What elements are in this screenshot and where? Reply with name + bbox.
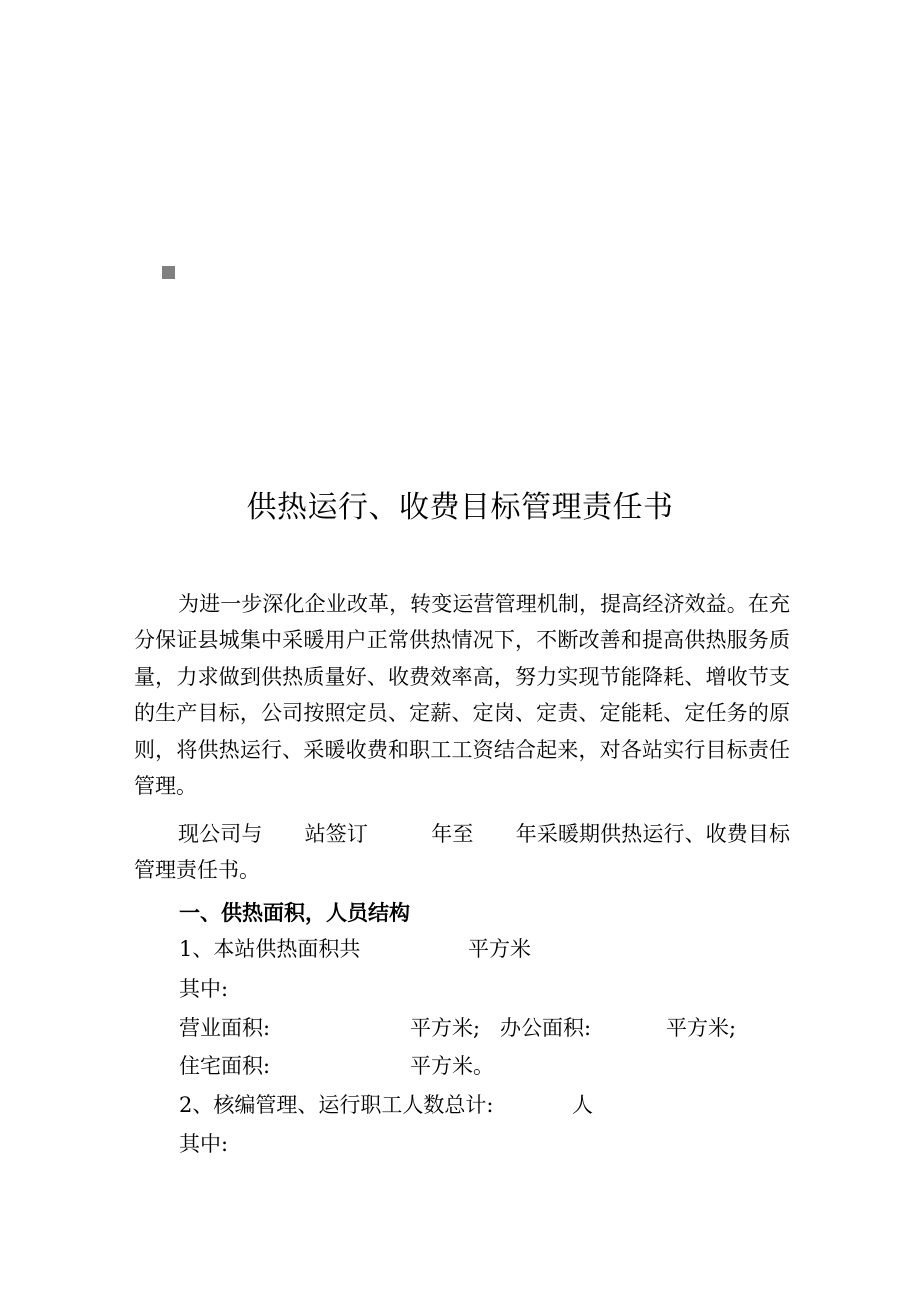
business-area-unit: 平方米; [410,1016,481,1040]
item1-label: 1、本站供热面积共 [179,937,361,961]
residential-area-label: 住宅面积: [179,1054,271,1078]
business-area-label: 营业面积: [179,1016,271,1040]
item1-unit: 平方米 [468,937,531,961]
agreement-paragraph: 现公司与 站签订 年至 年采暖期供热运行、收费目标管理责任书。 [134,822,790,883]
gray-square-marker [162,266,175,279]
office-area-label: 办公面积: [500,1016,592,1040]
residential-area-unit: 平方米。 [410,1054,494,1078]
document-title: 供热运行、收费目标管理责任书 [246,490,674,525]
section-heading-area-staff: 一、供热面积，人员结构 [179,901,410,925]
item2-label: 2、核编管理、运行职工人数总计: [179,1093,494,1117]
item2-staff-total [179,1088,799,1224]
office-area-unit: 平方米; [666,1016,737,1040]
item2-unit: 人 [572,1093,593,1117]
among-label-2: 其中: [179,1132,229,1156]
among-label-1: 其中: [179,977,229,1001]
intro-paragraph: 为进一步深化企业改革，转变运营管理机制，提高经济效益。在充分保证县城集中采暖用户正常供热情况下，不断改善和提高供热服务质量，力求做到供热质量好、收费效率高，努力实现节能降耗、增收节支的生产目标，公司按照定员、定薪、定岗、定责、定能耗、定任务的原则，将供热运行、采暖收费和职工工资结合起来，对各站实行目标责任管理。 [134,592,790,799]
